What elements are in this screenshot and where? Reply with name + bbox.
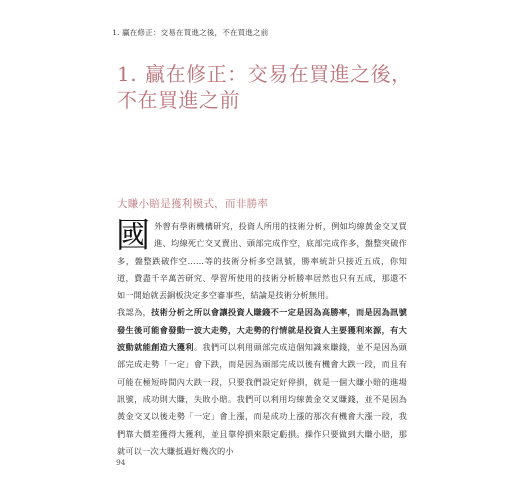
body-text <box>117 218 407 460</box>
chapter-title <box>117 61 417 113</box>
paragraph-2-intro: 我認為， <box>117 307 152 318</box>
drop-cap: 國 <box>116 216 151 256</box>
paragraph-1-text: 外曾有學術機構研究，投資人所用的技術分析，例如均線黃金交叉買進、均線死亡交叉賣出、頭部完成作空，底部完成作多，盤整突破作多，盤整跌破作空……等的技術分析多空訊號，勝率統計只接近五成，你知道，費盡千辛萬苦研究、學習所使用的技術分析勝率居然也只有五成，那還不如一開始就丟銅板決定多空審事些，結論是技術分析無用。 <box>117 221 407 301</box>
paragraph-2-rest: 。我們可以利用頭部完成這個知識來賺錢，並不是因為頭部完成走勢「一定」會下跌，而是因為頭部完成以後有機會大跌一段，而且有可能在極短時間內大跌一段，只要我們設定好停損，就是一個大賺小賠的進場訊號，成功則大賺，失敗小賠。我們可以利用均線黃金交叉賺錢，並不是因為黃金交叉以後走勢「一定」會上漲，而是成功上漲的那次有機會大漲一段，我們靠大價差獲得大獲利，並且靠停損來限定虧損。操作只要做到大賺小賠，那就可以一次大賺抵過好幾次的小 <box>117 342 407 456</box>
chapter-title-text: 贏在修正：交易在買進之後，不在買進之前 <box>117 62 412 112</box>
paragraph-1 <box>117 218 407 304</box>
paragraph-2 <box>117 304 407 460</box>
page-number: 94 <box>116 458 126 467</box>
running-header: 1. 贏在修正：交易在買進之後，不在買進之前 <box>112 28 269 37</box>
section-heading: 大賺小賠是獲利模式，而非勝率 <box>117 198 269 210</box>
chapter-number: 1. <box>117 62 138 86</box>
paragraph-2-emphasis: 技術分析之所以會讓投資人賺錢不一定是因為高勝率，而是因為訊號發生後可能會發動一波大走勢，大走勢的行情就是投資人主要獲利來源，有大波動就能創造大獲利 <box>117 307 407 353</box>
